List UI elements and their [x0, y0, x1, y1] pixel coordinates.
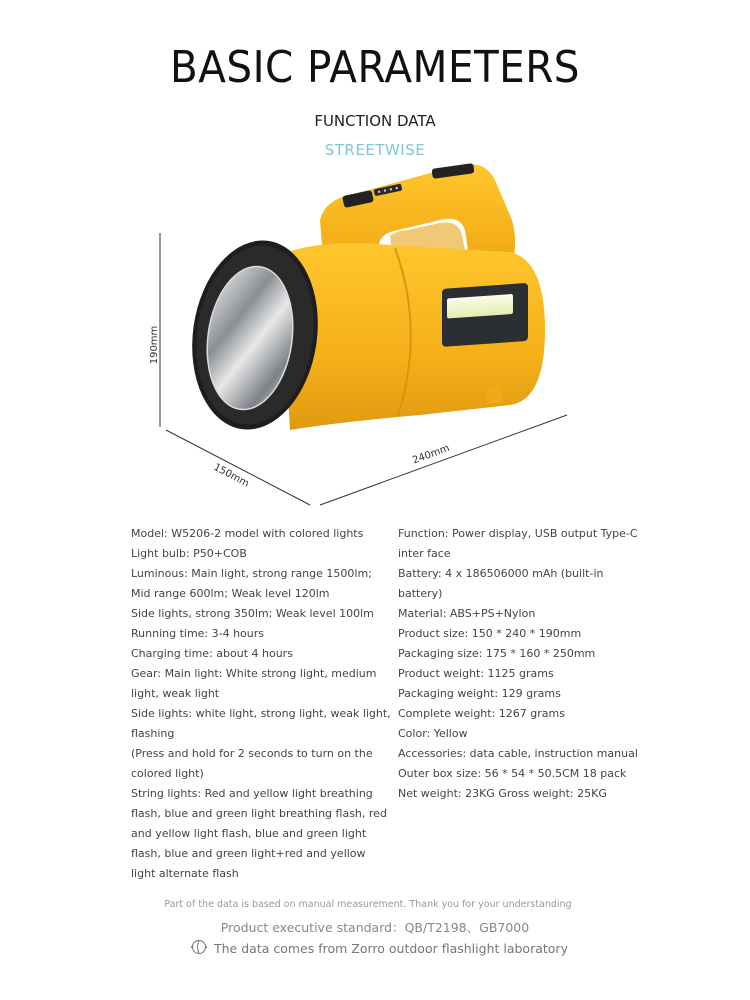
product-image: [140, 160, 580, 510]
spec-color: Color: Yellow: [398, 727, 468, 740]
spec-side-lights-luminous: Side lights, strong 350lm; Weak level 100lm: [131, 607, 374, 620]
spec-side-lights-modes: Side lights: white light, strong light, weak light, flashing: [131, 707, 391, 740]
spec-luminous: Luminous: Main light, strong range 1500lm; Mid range 600lm; Weak level 120lm: [131, 567, 372, 600]
spec-light-bulb: Light bulb: P50+COB: [131, 547, 247, 560]
measurement-note: Part of the data is based on manual measurement. Thank you for your understanding: [164, 899, 572, 910]
height-dimension-label: 190mm: [149, 325, 160, 365]
spec-battery: Battery: 4 x 186506000 mAh (built-in battery): [398, 567, 604, 600]
spec-charging-time: Charging time: about 4 hours: [131, 647, 293, 660]
section-subtitle: FUNCTION DATA: [314, 112, 436, 130]
lab-source-text: The data comes from Zorro outdoor flashlight laboratory: [214, 941, 568, 956]
spec-product-weight: Product weight: 1125 grams: [398, 667, 554, 680]
executive-standard: Product executive standard：QB/T2198、GB7000: [220, 920, 530, 935]
spec-accessories: Accessories: data cable, instruction manual: [398, 747, 638, 760]
spec-product-size: Product size: 150 * 240 * 190mm: [398, 627, 582, 640]
lab-source: [188, 938, 568, 959]
page-title: BASIC PARAMETERS: [170, 42, 580, 93]
spec-gear: Gear: Main light: White strong light, medium light, weak light: [131, 667, 377, 700]
length-dimension-label: 240mm: [411, 442, 452, 467]
spec-colored-light-note: (Press and hold for 2 seconds to turn on the colored light): [131, 747, 373, 780]
spec-list-right: [398, 524, 642, 804]
spec-string-lights: String lights: Red and yellow light breathing flash, blue and green light breathing flash, red and yellow light flash, blue and green light flash, blue and green light+red and yellow light alternate flash: [131, 787, 387, 880]
spec-net-gross-weight: Net weight: 23KG Gross weight: 25KG: [398, 787, 607, 800]
spec-model: Model: W5206-2 model with colored lights: [131, 527, 364, 540]
spec-packaging-weight: Packaging weight: 129 grams: [398, 687, 561, 700]
spec-outer-box-size: Outer box size: 56 * 54 * 50.5CM 18 pack: [398, 767, 627, 780]
spec-complete-weight: Complete weight: 1267 grams: [398, 707, 565, 720]
spec-material: Material: ABS+PS+Nylon: [398, 607, 536, 620]
brand-name: STREETWISE: [324, 141, 426, 159]
spec-list-left: [131, 524, 393, 884]
spec-packaging-size: Packaging size: 175 * 160 * 250mm: [398, 647, 596, 660]
spec-running-time: Running time: 3-4 hours: [131, 627, 265, 640]
lab-globe-icon: [188, 938, 210, 959]
spec-function: Function: Power display, USB output Type-C inter face: [398, 527, 638, 560]
depth-dimension-label: 150mm: [211, 461, 251, 490]
cob-side-light: [442, 283, 528, 347]
